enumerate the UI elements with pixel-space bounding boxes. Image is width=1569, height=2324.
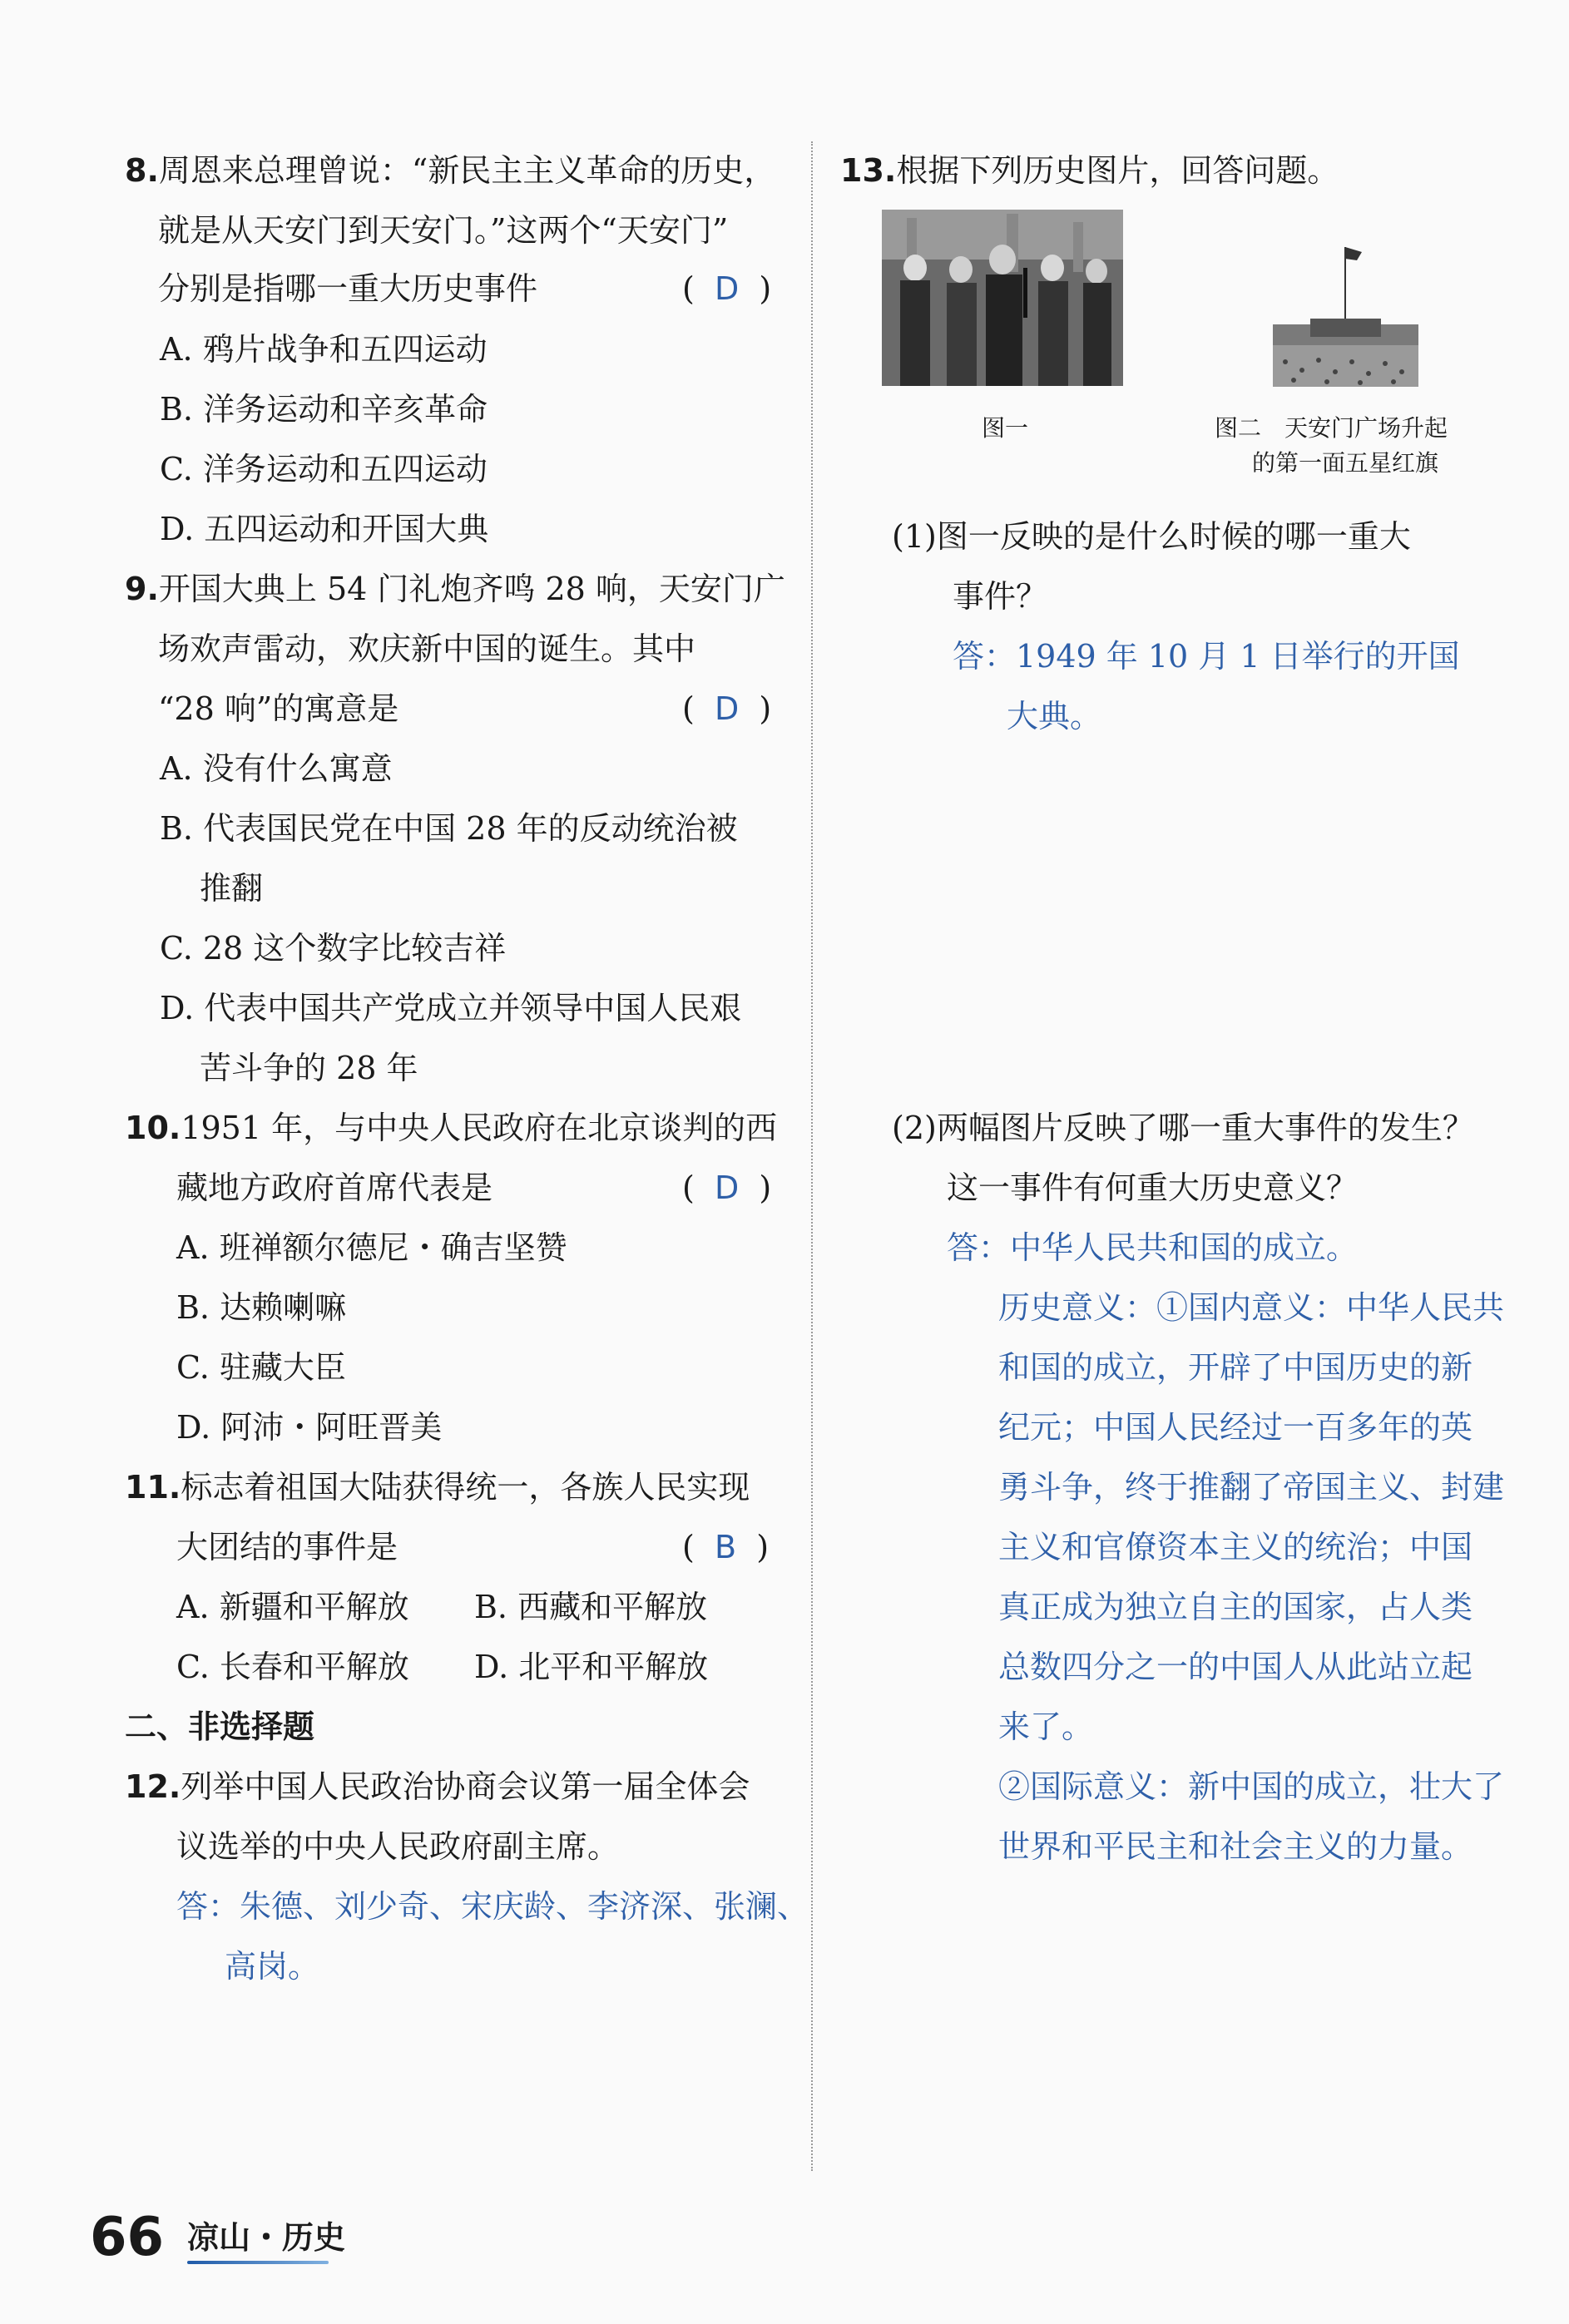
- q11-option-d: D. 北平和平解放: [474, 1649, 709, 1685]
- q9-option-b: B. 代表国民党在中国 28 年的反动统治被: [160, 810, 738, 847]
- figure-2-photo-art: [1269, 237, 1423, 387]
- q9-number: 9.: [125, 571, 159, 607]
- q8-option-a: A. 鸦片战争和五四运动: [160, 331, 488, 368]
- column-divider: [811, 141, 813, 2171]
- q10-option-c: C. 驻藏大臣: [176, 1349, 346, 1386]
- q12-line-1: 12.列举中国人民政治协商会议第一届全体会: [125, 1768, 750, 1805]
- q11-option-c: C. 长春和平解放: [176, 1649, 409, 1685]
- q13-sub2-answer-line-5: 勇斗争，终于推翻了帝国主义、封建: [998, 1469, 1505, 1506]
- q13-sub2-answer-line-3: 和国的成立，开辟了中国历史的新: [998, 1349, 1473, 1386]
- figure-1-caption: 图一: [982, 414, 1029, 442]
- q11-line-2: 大团结的事件是: [176, 1529, 398, 1565]
- q13-number: 13.: [840, 152, 897, 189]
- q11-answer: ( B ): [682, 1529, 770, 1565]
- q11-option-a: A. 新疆和平解放: [176, 1589, 409, 1625]
- q8-option-d: D. 五四运动和开国大典: [160, 511, 489, 547]
- q10-option-a: A. 班禅额尔德尼・确吉坚赞: [176, 1229, 567, 1266]
- q10-line-1: 10.1951 年，与中央人民政府在北京谈判的西: [125, 1110, 778, 1146]
- q13-sub2-answer-line-2: 历史意义：①国内意义：中华人民共: [998, 1289, 1505, 1326]
- q8-option-c: C. 洋务运动和五四运动: [160, 451, 488, 487]
- q13-sub2-answer-line-6: 主义和官僚资本主义的统治；中国: [998, 1529, 1473, 1565]
- q9-line-1: 9.开国大典上 54 门礼炮齐鸣 28 响，天安门广: [125, 571, 785, 607]
- figure-2-caption-line-1: 图二 天安门广场升起: [1215, 414, 1448, 442]
- q9-option-d: D. 代表中国共产党成立并领导中国人民艰: [160, 990, 742, 1026]
- q12-answer-line-2: 高岗。: [225, 1948, 320, 1985]
- page-number: 66: [90, 2207, 165, 2268]
- q11-option-b: B. 西藏和平解放: [474, 1589, 708, 1625]
- q12-line-2: 议选举的中央人民政府副主席。: [176, 1828, 620, 1865]
- q10-answer: ( D ): [682, 1169, 772, 1206]
- q13-sub2-answer-line-9: 来了。: [998, 1708, 1094, 1745]
- q13-sub2-answer-line-8: 总数四分之一的中国人从此站立起: [998, 1649, 1473, 1685]
- q9-line-3: “28 响”的寓意是: [158, 690, 399, 727]
- q13-sub1-line-1: (1)图一反映的是什么时候的哪一重大: [892, 518, 1411, 555]
- q13-sub2-answer-line-4: 纪元；中国人民经过一百多年的英: [998, 1409, 1473, 1446]
- q13-sub2-answer-line-7: 真正成为独立自主的国家，占人类: [998, 1589, 1473, 1625]
- q13-sub2-answer-line-1: 答：中华人民共和国的成立。: [947, 1229, 1359, 1266]
- q9-option-d-cont: 苦斗争的 28 年: [200, 1050, 418, 1086]
- q13-sub2-line-2: 这一事件有何重大历史意义？: [947, 1169, 1359, 1206]
- footer-title: 凉山・历史: [187, 2219, 346, 2256]
- q10-option-b: B. 达赖喇嘛: [176, 1289, 347, 1326]
- q9-option-b-cont: 推翻: [200, 870, 264, 907]
- q11-number: 11.: [125, 1469, 181, 1506]
- figure-1-photo-art: [882, 210, 1123, 386]
- q9-answer: ( D ): [682, 690, 772, 727]
- q8-option-b: B. 洋务运动和辛亥革命: [160, 391, 488, 428]
- q8-line-3: 分别是指哪一重大历史事件: [158, 270, 538, 307]
- figure-2-photo: [1269, 237, 1423, 387]
- q9-line-2: 场欢声雷动，欢庆新中国的诞生。其中: [158, 630, 696, 667]
- q13-sub2-answer-line-10: ②国际意义：新中国的成立，壮大了: [998, 1768, 1505, 1805]
- q13-sub1-line-2: 事件？: [953, 578, 1048, 615]
- footer-underline: [187, 2261, 329, 2264]
- q12-number: 12.: [125, 1768, 181, 1805]
- q13-stem: 13.根据下列历史图片，回答问题。: [840, 152, 1339, 189]
- q8-line-2: 就是从天安门到天安门。”这两个“天安门”: [158, 212, 729, 249]
- q9-option-c: C. 28 这个数字比较吉祥: [160, 930, 507, 967]
- q13-sub2-line-1: (2)两幅图片反映了哪一重大事件的发生？: [892, 1110, 1474, 1146]
- figure-2-caption-line-2: 的第一面五星红旗: [1252, 449, 1439, 477]
- q13-sub2-answer-line-11: 世界和平民主和社会主义的力量。: [998, 1828, 1473, 1865]
- section-heading-non-choice: 二、非选择题: [125, 1708, 315, 1745]
- q8-number: 8.: [125, 152, 159, 189]
- q10-number: 10.: [125, 1110, 181, 1146]
- q10-line-2: 藏地方政府首席代表是: [176, 1169, 493, 1206]
- q9-option-a: A. 没有什么寓意: [160, 750, 393, 787]
- q11-line-1: 11.标志着祖国大陆获得统一，各族人民实现: [125, 1469, 750, 1506]
- figure-1-photo: [882, 210, 1123, 386]
- q10-option-d: D. 阿沛・阿旺晋美: [176, 1409, 443, 1446]
- q13-sub1-answer-line-1: 答：1949 年 10 月 1 日举行的开国: [953, 638, 1460, 675]
- q13-sub1-answer-line-2: 大典。: [1007, 698, 1102, 734]
- q8-answer: ( D ): [682, 270, 772, 307]
- q12-answer-line-1: 答：朱德、刘少奇、宋庆龄、李济深、张澜、: [176, 1888, 809, 1925]
- q8-line-1: 8.周恩来总理曾说：“新民主主义革命的历史，: [125, 152, 776, 189]
